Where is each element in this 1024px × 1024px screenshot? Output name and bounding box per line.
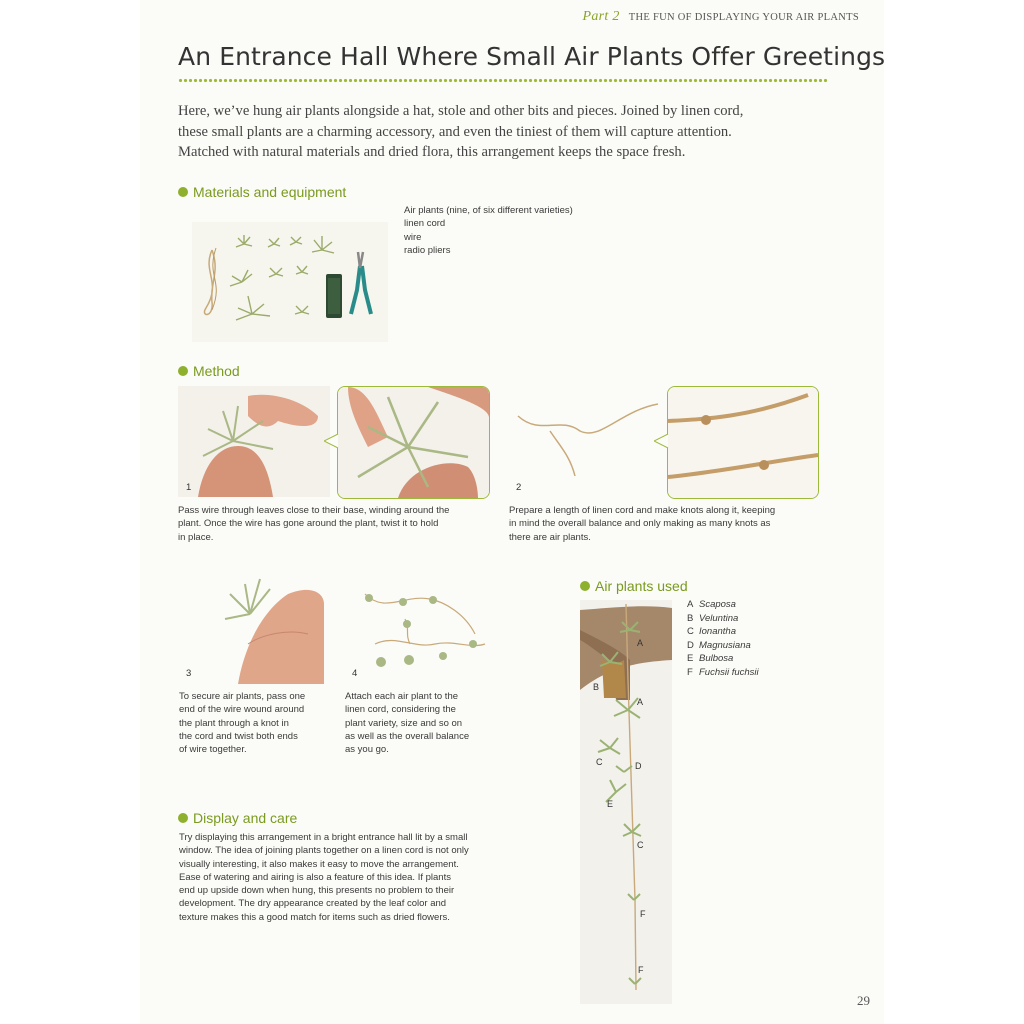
legend-key: C — [687, 626, 694, 637]
legend-name: Scaposa — [699, 599, 736, 610]
legend-item — [687, 612, 759, 626]
hanging-plants-photo — [580, 600, 672, 1004]
step-3-text — [179, 690, 339, 756]
materials-heading — [178, 184, 346, 200]
callout-pointer-icon — [654, 434, 670, 448]
step-text-line: in mind the overall balance and only making as many knots as — [509, 518, 771, 530]
photo-label: C — [637, 840, 644, 850]
step-text-line: Prepare a length of linen cord and make knots along it, keeping — [509, 505, 776, 516]
photo-label: C — [596, 757, 603, 767]
legend-key: E — [687, 653, 694, 664]
step-3-number: 3 — [186, 668, 192, 679]
photo-label: A — [637, 638, 644, 648]
step-2-detail-photo — [667, 386, 819, 499]
step-text-line: of wire together. — [179, 744, 247, 756]
photo-label: F — [638, 965, 644, 975]
legend-name: Magnusiana — [699, 639, 751, 651]
legend-name: Fuchsii fuchsii — [699, 666, 759, 678]
step-text-line: the cord and twist both ends — [179, 730, 298, 742]
step-2-photo — [510, 386, 660, 497]
materials-heading-text: Materials and equipment — [193, 184, 347, 200]
step-4-photo — [345, 574, 491, 684]
material-item: linen cord — [404, 218, 446, 230]
material-item: radio pliers — [404, 244, 451, 256]
step-text-line: as you go. — [345, 744, 389, 756]
legend-name: Ionantha — [699, 626, 736, 637]
step-text-line: there are air plants. — [509, 531, 591, 543]
step-text-line: linen cord, considering the — [345, 704, 456, 716]
display-heading-text: Display and care — [193, 810, 298, 826]
title-dotted-underline — [178, 78, 829, 83]
photo-label: A — [637, 697, 644, 707]
method-heading — [178, 363, 240, 379]
legend-item — [687, 625, 759, 639]
display-text-line: end up upside down when hung, this presents no problem to their — [179, 885, 455, 897]
legend-item — [687, 666, 759, 680]
display-text-line: window. The idea of joining plants together on a linen cord is not only — [179, 845, 469, 857]
step-text-line: end of the wire wound around — [179, 704, 305, 716]
bullet-icon — [178, 813, 188, 823]
legend-name: Bulbosa — [699, 653, 734, 664]
step-2-number: 2 — [516, 482, 522, 493]
materials-list — [404, 204, 573, 257]
display-heading — [178, 810, 297, 826]
bullet-icon — [178, 187, 188, 197]
display-text — [179, 831, 519, 924]
step-text-line: plant variety, size and so on — [345, 717, 463, 729]
step-text-line: as well as the overall balance — [345, 730, 470, 742]
callout-pointer-icon — [324, 434, 340, 448]
display-text-line: Ease of watering and airing is also a feature of this idea. If plants — [179, 871, 451, 883]
step-4-text — [345, 690, 505, 756]
photo-label: D — [635, 761, 642, 771]
material-item: wire — [404, 231, 422, 243]
photo-label: E — [607, 799, 614, 809]
step-text-line: Attach each air plant to the — [345, 691, 459, 702]
method-heading-text: Method — [193, 363, 240, 379]
step-2-text — [509, 504, 829, 544]
legend-item — [687, 639, 759, 653]
step-text-line: in place. — [178, 531, 214, 543]
section-label: THE FUN OF DISPLAYING YOUR AIR PLANTS — [628, 12, 859, 23]
materials-photo — [192, 222, 388, 342]
material-item: Air plants (nine, of six different varieties) — [404, 205, 573, 216]
step-text-line: Pass wire through leaves close to their base, winding around the — [178, 505, 450, 516]
step-text-line: the plant through a knot in — [179, 717, 289, 729]
legend-item — [687, 652, 759, 666]
display-text-line: texture makes this a good match for items such as dried flowers. — [179, 911, 450, 923]
step-text-line: plant. Once the wire has gone around the plant, twist it to hold — [178, 518, 439, 530]
intro-paragraph — [178, 101, 858, 163]
step-1-number: 1 — [186, 482, 192, 493]
step-4-number: 4 — [352, 668, 358, 679]
step-3-photo — [178, 574, 324, 684]
page-number: 29 — [857, 993, 870, 1008]
part-label: Part 2 — [582, 9, 620, 24]
display-text-line: visually interesting, it also makes it easy to move the arrangement. — [179, 858, 459, 870]
step-1-detail-photo — [337, 386, 490, 499]
legend-key: D — [687, 639, 694, 651]
display-text-line: Try displaying this arrangement in a bright entrance hall lit by a small — [179, 832, 468, 843]
running-header — [582, 9, 859, 25]
display-text-line: development. The dry appearance created by the leaf color and — [179, 898, 447, 910]
legend-key: F — [687, 666, 693, 678]
legend-name: Veluntina — [699, 612, 739, 624]
airplants-heading-text: Air plants used — [595, 578, 688, 594]
step-1-text — [178, 504, 498, 544]
legend-key: A — [687, 599, 694, 610]
step-1-photo — [178, 386, 330, 497]
legend-item — [687, 598, 759, 612]
airplants-heading — [580, 578, 688, 594]
intro-line: Matched with natural materials and dried flora, this arrangement keeps the space fresh. — [178, 144, 686, 160]
bullet-icon — [178, 366, 188, 376]
page-title: An Entrance Hall Where Small Air Plants Offer Greetings — [178, 42, 886, 71]
photo-label: B — [593, 682, 600, 692]
bullet-icon — [580, 581, 590, 591]
airplants-legend — [687, 598, 759, 679]
intro-line: these small plants are a charming accessory, and even the tiniest of them will capture attention. — [178, 123, 732, 140]
step-text-line: To secure air plants, pass one — [179, 691, 306, 702]
legend-key: B — [687, 612, 694, 624]
intro-line: Here, we’ve hung air plants alongside a hat, stole and other bits and pieces. Joined by linen cord, — [178, 103, 744, 119]
photo-label: F — [640, 909, 646, 919]
